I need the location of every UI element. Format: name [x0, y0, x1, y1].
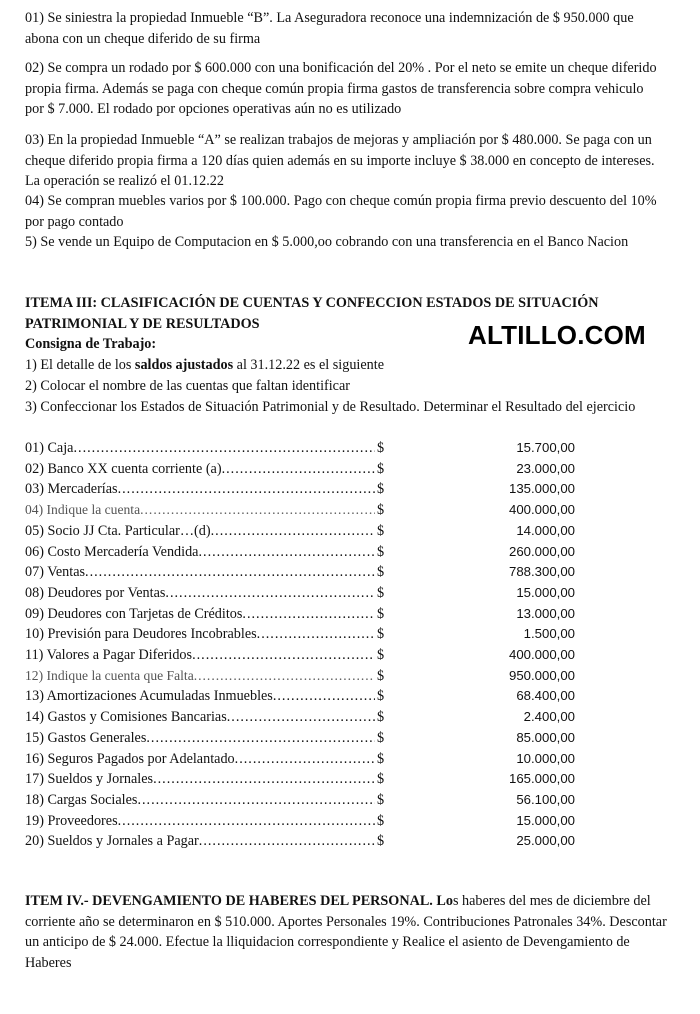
- account-amount: 14.000,00: [516, 522, 575, 538]
- account-row: [25, 728, 575, 748]
- account-amount: 400.000,00: [508, 502, 575, 518]
- account-label-text: 13) Amortizaciones Acumuladas Inmuebles: [25, 688, 273, 705]
- item4-title: ITEM IV.- DEVENGAMIENTO DE HABERES DEL PERSONAL. Lo: [25, 893, 453, 909]
- account-row: [25, 459, 575, 479]
- account-row: [25, 666, 575, 686]
- account-amount: 15.700,00: [516, 440, 575, 455]
- account-label-text: 08) Deudores por Ventas: [25, 584, 166, 601]
- account-label: [25, 459, 377, 479]
- account-label-text: 07) Ventas: [25, 564, 86, 581]
- account-amount: 15.000,00: [516, 812, 575, 828]
- account-label-text: 10) Previsión para Deudores Incobrables: [25, 626, 257, 643]
- account-amount: 260.000,00: [508, 543, 575, 559]
- account-amount: 788.300,00: [508, 564, 575, 580]
- account-amount: 85.000,00: [516, 729, 575, 745]
- account-currency: $: [377, 688, 385, 705]
- account-currency: $: [377, 481, 385, 498]
- account-label-text: 14) Gastos y Comisiones Bancarias: [25, 709, 227, 726]
- account-currency: $: [377, 605, 385, 622]
- account-row: [25, 583, 575, 603]
- consigna-heading: Consigna de Trabajo:: [25, 336, 157, 352]
- step-1-bold: saldos ajustados: [134, 357, 234, 373]
- account-amount: 23.000,00: [516, 460, 575, 476]
- account-currency: $: [377, 771, 385, 788]
- item3-title: ITEMA III: CLASIFICACIÓN DE CUENTAS Y CONFECCION ESTADOS DE SITUACIÓN PATRIMONIAL Y DE RESULTADOS: [25, 295, 599, 332]
- account-currency: $: [377, 750, 385, 767]
- account-label-text: 03) Mercaderías: [25, 481, 118, 498]
- account-amount: 2.400,00: [523, 709, 575, 725]
- account-currency: $: [377, 522, 385, 539]
- step-1: [25, 355, 670, 376]
- account-row: [25, 645, 575, 665]
- case-04: 04) Se compran muebles varios por $ 100.000. Pago con cheque común propia firma previo descuento del 10% por pago contado: [25, 193, 657, 230]
- account-label: [25, 811, 377, 831]
- step-3: 3) Confeccionar los Estados de Situación Patrimonial y de Resultado. Determinar el Resultado del ejercicio: [25, 399, 636, 415]
- account-label: [25, 500, 377, 520]
- account-row: [25, 811, 575, 831]
- account-label: [25, 542, 377, 562]
- account-row: [25, 831, 575, 851]
- account-row: [25, 562, 575, 582]
- account-label-text: 11) Valores a Pagar Diferidos: [25, 647, 193, 663]
- account-label: [25, 769, 377, 789]
- account-label: [25, 604, 377, 624]
- account-row: [25, 624, 575, 644]
- account-label-text: 05) Socio JJ Cta. Particular…(d): [25, 522, 211, 539]
- item4-text: s haberes del mes de diciembre del corriente año se determinaron en $ 510.000. Aportes Personales 19%. Contribuciones Patronales 34%. Descontar un anticipo de $ 24.000. Efectue la lliquidacion correspondiente y Realice el asiento de Devengamiento de Haberes: [25, 893, 667, 971]
- account-label-text: 17) Sueldos y Jornales: [25, 771, 154, 788]
- case-02: 02) Se compra un rodado por $ 600.000 con una bonificación del 20% . Por el neto se emite un cheque diferido propia firma. Además se paga con cheque común propia firma gastos de transferencia sobre compra vehiculo por $ 7.000. El rodado por opciones operativas aún no es utilizado: [25, 60, 657, 117]
- account-currency: $: [377, 584, 385, 601]
- account-amount: 13.000,00: [516, 605, 575, 621]
- account-label-text: 12) Indique la cuenta que Falta: [25, 667, 194, 683]
- step-1-start: 1) El detalle de los: [25, 357, 135, 373]
- account-label-text: 20) Sueldos y Jornales a Pagar: [25, 833, 199, 850]
- step-2: 2) Colocar el nombre de las cuentas que faltan identificar: [25, 378, 350, 394]
- item4-paragraph: [25, 891, 670, 973]
- account-amount: 10.000,00: [516, 750, 575, 766]
- account-currency: $: [377, 543, 385, 560]
- account-label: [25, 624, 377, 644]
- watermark-logo: ALTILLO.COM: [468, 320, 646, 350]
- account-currency: $: [377, 667, 385, 684]
- account-row: [25, 707, 575, 727]
- account-amount: 165.000,00: [508, 771, 575, 787]
- account-label-text: 04) Indique la cuenta: [25, 502, 141, 518]
- account-label-text: 01) Caja: [25, 440, 74, 456]
- account-label-text: 02) Banco XX cuenta corriente (a): [25, 460, 222, 477]
- account-row: [25, 500, 575, 520]
- account-label-text: 15) Gastos Generales: [25, 729, 147, 746]
- account-row: [25, 479, 575, 499]
- account-label: [25, 749, 377, 769]
- account-currency: $: [377, 833, 385, 850]
- account-currency: $: [377, 729, 385, 746]
- account-currency: $: [377, 502, 385, 519]
- case-05: 5) Se vende un Equipo de Computacion en $ 5.000,oo cobrando con una transferencia en el Banco Nacion: [25, 234, 629, 250]
- account-label: [25, 790, 377, 810]
- account-amount: 15.000,00: [516, 584, 575, 600]
- account-row: [25, 790, 575, 810]
- account-currency: $: [377, 647, 385, 663]
- account-row: [25, 521, 575, 541]
- account-row: [25, 604, 575, 624]
- account-currency: $: [377, 791, 385, 808]
- account-currency: $: [377, 564, 385, 581]
- account-currency: $: [377, 460, 385, 477]
- account-amount: 56.100,00: [516, 791, 575, 807]
- account-label: [25, 562, 377, 582]
- step-1-end: al 31.12.22 es el siguiente: [233, 357, 385, 373]
- account-currency: $: [377, 440, 385, 456]
- account-label: [25, 645, 377, 665]
- account-label: [25, 583, 377, 603]
- account-label-text: 19) Proveedores: [25, 812, 118, 829]
- account-row: [25, 686, 575, 706]
- account-amount: 400.000,00: [508, 647, 575, 662]
- account-label: [25, 707, 377, 727]
- account-label: [25, 686, 377, 706]
- account-label-text: 16) Seguros Pagados por Adelantado: [25, 750, 235, 767]
- account-amount: 25.000,00: [516, 833, 575, 849]
- account-amount: 950.000,00: [508, 667, 575, 683]
- case-03: 03) En la propiedad Inmueble “A” se realizan trabajos de mejoras y ampliación por $ 480.000. Se paga con un cheque diferido propia firma a 120 días quien además en su importe incluye $ 38.000 en concepto de intereses. La operación se realizó el 01.12.22: [25, 132, 655, 189]
- account-amount: 135.000,00: [508, 481, 575, 497]
- account-row: [25, 749, 575, 769]
- account-label: [25, 521, 377, 541]
- account-label-text: 18) Cargas Sociales: [25, 791, 138, 808]
- account-label-text: 09) Deudores con Tarjetas de Créditos: [25, 605, 243, 622]
- account-label: [25, 438, 377, 458]
- account-row: [25, 438, 575, 458]
- account-label-text: 06) Costo Mercadería Vendida: [25, 543, 199, 560]
- account-currency: $: [377, 812, 385, 829]
- account-currency: $: [377, 709, 385, 726]
- account-label: [25, 831, 377, 851]
- account-label: [25, 479, 377, 499]
- account-row: [25, 542, 575, 562]
- account-currency: $: [377, 626, 385, 643]
- account-amount: 1.500,00: [523, 626, 575, 642]
- account-amount: 68.400,00: [516, 688, 575, 704]
- account-row: [25, 769, 575, 789]
- case-01: 01) Se siniestra la propiedad Inmueble “B”. La Aseguradora reconoce una indemnización de $ 950.000 que abona con un cheque diferido de su firma: [25, 10, 634, 47]
- account-label: [25, 666, 377, 686]
- account-label: [25, 728, 377, 748]
